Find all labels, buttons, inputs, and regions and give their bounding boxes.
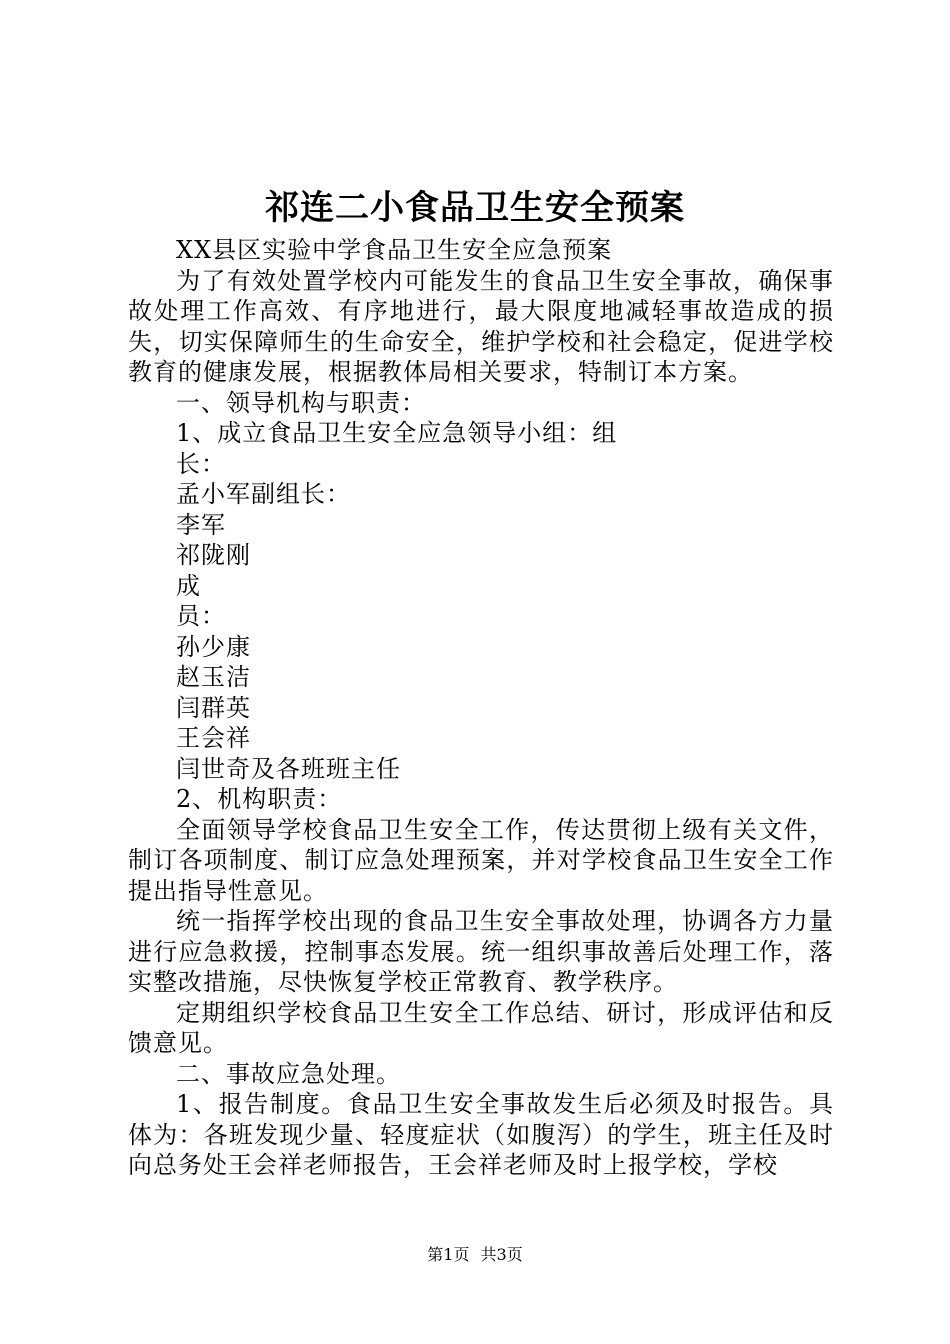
member-line: 闫世奇及各班班主任 bbox=[176, 754, 401, 783]
member-line: 王会祥 bbox=[176, 724, 251, 752]
member-line: 长： bbox=[176, 449, 226, 478]
member-line: 孟小军副组长： bbox=[176, 480, 351, 508]
section-heading-1: 一、领导机构与职责： bbox=[176, 388, 426, 417]
member-line: 孙少康 bbox=[176, 632, 251, 661]
body-paragraph: 定期组织学校食品卫生安全工作总结、研讨，形成评估和反馈意见。 bbox=[128, 998, 834, 1057]
body-paragraph: 统一指挥学校出现的食品卫生安全事故处理，协调各方力量进行应急救援，控制事态发展。统一组织事故善后处理工作，落实整改措施，尽快恢复学校正常教育、教学秩序。 bbox=[128, 907, 834, 996]
subtitle-paragraph: XX县区实验中学食品卫生安全应急预案 bbox=[176, 236, 613, 264]
member-line: 闫群英 bbox=[176, 693, 251, 722]
member-line: 祁陇刚 bbox=[176, 541, 251, 569]
list-item-1: 1、成立食品卫生安全应急领导小组：组 bbox=[176, 419, 618, 447]
member-line: 员： bbox=[176, 602, 226, 630]
body-paragraph: 1、报告制度。食品卫生安全事故发生后必须及时报告。具体为：各班发现少量、轻度症状（如腹泻）的学生，班主任及时向总务处王会祥老师报告，王会祥老师及时上报学校，学校 bbox=[128, 1090, 834, 1179]
member-line: 李军 bbox=[176, 510, 226, 539]
member-line: 成 bbox=[176, 571, 201, 600]
document-title: 祁连二小食品卫生安全预案 bbox=[265, 188, 685, 228]
page-number: 第1页 bbox=[427, 1245, 470, 1264]
document-body bbox=[128, 235, 834, 1181]
intro-paragraph: 为了有效处置学校内可能发生的食品卫生安全事故，确保事故处理工作高效、有序地进行，最大限度地减轻事故造成的损失，切实保障师生的生命安全，维护学校和社会稳定，促进学校教育的健康发展，根据教体局相关要求，特制订本方案。 bbox=[128, 266, 834, 386]
member-line: 赵玉洁 bbox=[176, 663, 251, 691]
list-item-2: 2、机构职责： bbox=[176, 785, 343, 813]
section-heading-2: 二、事故应急处理。 bbox=[176, 1059, 401, 1088]
page-total: 共3页 bbox=[480, 1245, 523, 1264]
body-paragraph: 全面领导学校食品卫生安全工作，传达贯彻上级有关文件，制订各项制度、制订应急处理预案，并对学校食品卫生安全工作提出指导性意见。 bbox=[128, 815, 834, 905]
page-footer bbox=[0, 1244, 950, 1266]
